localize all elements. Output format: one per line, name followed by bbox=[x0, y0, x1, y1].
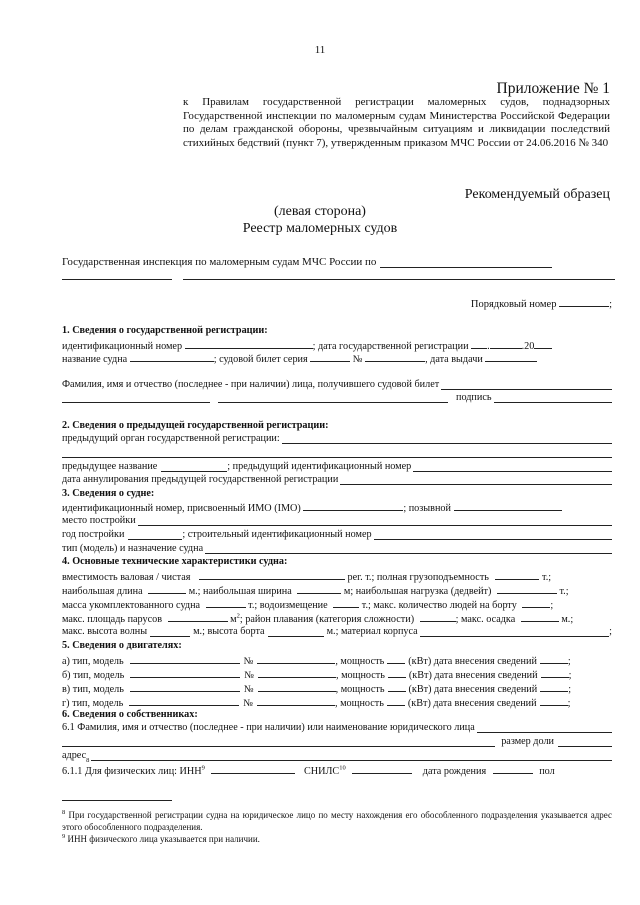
owner-field-2[interactable] bbox=[62, 737, 495, 747]
engine-label: а) тип, модель bbox=[62, 656, 124, 667]
s5-heading: 5. Сведения о двигателях: bbox=[62, 640, 182, 651]
inspection-continuation bbox=[62, 270, 612, 283]
inn-field[interactable] bbox=[211, 764, 295, 774]
reg-month-field[interactable] bbox=[490, 339, 522, 349]
year-prefix: .20 bbox=[521, 341, 535, 352]
registry-title: Реестр маломерных судов bbox=[242, 221, 398, 236]
s2-org-row bbox=[62, 433, 612, 444]
s2-name-row bbox=[62, 461, 612, 472]
sail-label: макс. площадь парусов bbox=[62, 614, 163, 625]
cancel-date-field[interactable] bbox=[340, 475, 612, 485]
footnote-9 bbox=[62, 834, 612, 846]
prev-org-field-2[interactable] bbox=[62, 448, 612, 458]
address-field[interactable] bbox=[91, 751, 612, 761]
capacity-field[interactable] bbox=[495, 570, 539, 580]
year-built-field[interactable] bbox=[128, 530, 182, 540]
inspection-field[interactable] bbox=[380, 258, 552, 268]
mass-label: масса укомплектованного судна bbox=[62, 600, 201, 611]
engine-number-field[interactable] bbox=[258, 682, 336, 692]
draft-label: ; макс. осадка bbox=[455, 614, 516, 625]
engine-power-field[interactable] bbox=[387, 654, 405, 664]
s3-place-row bbox=[62, 515, 612, 526]
engine-power-label: , мощность bbox=[334, 698, 384, 709]
engine-model-field[interactable] bbox=[130, 668, 240, 678]
engine-date-field[interactable] bbox=[540, 696, 568, 706]
fio-label: Фамилия, имя и отчество (последнее - при наличии) лица, получившего судовой билет bbox=[62, 379, 440, 390]
engine-row: г) тип, модель № , мощность (кВт) дата внесения сведений ; bbox=[62, 698, 571, 709]
engine-power-field[interactable] bbox=[388, 682, 406, 692]
deadweight-label: м; наибольшая нагрузка (дедвейт) bbox=[343, 586, 492, 597]
material-field[interactable] bbox=[420, 627, 609, 637]
s3-imo-row bbox=[62, 501, 612, 514]
signature-label: подпись bbox=[456, 392, 492, 403]
reg-t-label: рег. т.; полная грузоподъемность bbox=[347, 572, 489, 583]
place-label: место постройки bbox=[62, 515, 136, 526]
engine-no-label: № bbox=[243, 698, 253, 709]
sail-field[interactable] bbox=[168, 612, 228, 622]
prev-name-label: предыдущее название bbox=[62, 461, 158, 472]
length-field[interactable] bbox=[148, 584, 186, 594]
s2-heading: 2. Сведения о предыдущей государственной регистрации: bbox=[62, 420, 329, 431]
vessel-name-label: название судна bbox=[62, 354, 128, 365]
build-id-label: ; строительный идентификационный номер bbox=[182, 529, 372, 540]
prev-id-label: ; предыдущий идентификационный номер bbox=[227, 461, 412, 472]
fio-field-3[interactable] bbox=[218, 393, 448, 403]
engine-no-label: № bbox=[243, 684, 254, 695]
gross-field[interactable] bbox=[199, 570, 345, 580]
s2-org-row-2 bbox=[62, 448, 612, 458]
width-label: м.; наибольшая ширина bbox=[188, 586, 292, 597]
phys-label: 6.1.1 Для физических лиц: ИНН bbox=[62, 766, 202, 777]
engine-row: а) тип, модель № , мощность (кВт) дата внесения сведений ; bbox=[62, 656, 571, 667]
prev-id-field[interactable] bbox=[413, 462, 612, 472]
s6-address-row: адрес 8 bbox=[62, 750, 612, 761]
birth-field[interactable] bbox=[493, 764, 533, 774]
prev-name-field[interactable] bbox=[161, 462, 227, 472]
s4-wave-row bbox=[62, 626, 612, 637]
prev-org-label: предыдущий орган государственной регистрации: bbox=[62, 433, 280, 444]
footnote-8-text: При государственной регистрации судна на юридическое лицо по месту нахождения его обособленного подразделения указывается адрес этого обособленного подразделения. bbox=[62, 810, 613, 832]
year-built-label: год постройки bbox=[62, 529, 125, 540]
vessel-name-field[interactable] bbox=[130, 352, 214, 362]
sex-label: пол bbox=[539, 766, 555, 777]
inspection-field-2b[interactable] bbox=[183, 270, 615, 280]
s6-phys-row bbox=[62, 764, 612, 777]
deadweight-field[interactable] bbox=[497, 584, 557, 594]
ticket-series-field[interactable] bbox=[310, 352, 350, 362]
board-label: м.; высота борта bbox=[193, 626, 265, 637]
inspection-field-2a[interactable] bbox=[62, 270, 172, 280]
engine-kw-label: (кВт) дата внесения сведений bbox=[408, 656, 537, 667]
engine-number-field[interactable] bbox=[257, 696, 335, 706]
serial-line: Порядковый номер ; bbox=[470, 299, 612, 310]
wave-label: макс. высота волны bbox=[62, 626, 148, 637]
semi-2: ; bbox=[609, 626, 612, 637]
engine-power-field[interactable] bbox=[388, 668, 406, 678]
ticket-number-field[interactable] bbox=[365, 352, 425, 362]
engine-label: в) тип, модель bbox=[62, 684, 124, 695]
s2-cancel-row bbox=[62, 474, 612, 485]
s4-sail-row: макс. площадь парусов $м^2$; район плавания (категория сложности) ; макс. осадка м.; bbox=[62, 612, 574, 625]
m2-label: м bbox=[230, 614, 237, 625]
snils-label: СНИЛС bbox=[303, 766, 340, 777]
engine-date-field[interactable] bbox=[540, 654, 568, 664]
engine-number-field[interactable] bbox=[257, 654, 335, 664]
engine-no-label: № bbox=[243, 656, 254, 667]
side-label: (левая сторона) bbox=[274, 204, 366, 219]
engine-power-label: , мощность bbox=[335, 656, 385, 667]
s6-owner-row bbox=[62, 722, 612, 733]
footnote-divider bbox=[62, 800, 172, 801]
width-field[interactable] bbox=[297, 584, 341, 594]
engine-date-field[interactable] bbox=[541, 668, 569, 678]
build-id-field[interactable] bbox=[374, 530, 612, 540]
inspection-line bbox=[62, 256, 612, 268]
s4-gross-row bbox=[62, 570, 612, 583]
footnote-8 bbox=[62, 810, 612, 833]
gross-label: вместимость валовая / чистая bbox=[62, 572, 191, 583]
semi-1: ; bbox=[550, 600, 554, 611]
engine-power-label: , мощность bbox=[336, 670, 385, 681]
recommended-sample: Рекомендуемый образец bbox=[464, 187, 610, 202]
engine-kw-label: (кВт) дата внесения сведений bbox=[408, 670, 538, 681]
id-field[interactable] bbox=[185, 339, 313, 349]
reg-year-field[interactable] bbox=[534, 339, 552, 349]
reg-date-label: ; дата государственной регистрации bbox=[312, 341, 469, 352]
imo-field[interactable] bbox=[303, 501, 403, 511]
birth-label: дата рождения bbox=[422, 766, 487, 777]
engine-row: в) тип, модель № , мощность (кВт) дата внесения сведений ; bbox=[62, 684, 572, 695]
footnote-8-number: 8 bbox=[62, 809, 66, 816]
inn-footnote-ref: 9 bbox=[201, 764, 205, 772]
area-label: ; район плавания (категория сложности) bbox=[239, 614, 415, 625]
prev-org-field[interactable] bbox=[282, 434, 612, 444]
t-label: т.; bbox=[542, 572, 552, 583]
engine-power-field[interactable] bbox=[387, 696, 405, 706]
owner-field[interactable] bbox=[477, 723, 612, 733]
share-field[interactable] bbox=[558, 737, 612, 747]
s1-heading: 1. Сведения о государственной регистрации: bbox=[62, 325, 268, 336]
snils-field[interactable] bbox=[352, 764, 412, 774]
footnote-9-number: 9 bbox=[62, 833, 66, 840]
address-label: адрес bbox=[62, 750, 87, 761]
engine-model-field[interactable] bbox=[130, 682, 240, 692]
place-field[interactable] bbox=[138, 516, 612, 526]
engine-label: г) тип, модель bbox=[62, 698, 124, 709]
draft-field[interactable] bbox=[521, 612, 559, 622]
board-field[interactable] bbox=[268, 627, 324, 637]
length-label: наибольшая длина bbox=[62, 586, 143, 597]
s1-fio-row bbox=[62, 379, 612, 390]
page-number: 11 bbox=[314, 44, 326, 56]
material-label: м.; материал корпуса bbox=[326, 626, 418, 637]
no-label: № bbox=[352, 354, 363, 365]
engine-model-field[interactable] bbox=[129, 696, 239, 706]
m-end-label: м.; bbox=[561, 614, 574, 625]
s1-id-row: идентификационный номер ; дата государственной регистрации . .20 bbox=[62, 339, 612, 352]
type-label: тип (модель) и назначение судна bbox=[62, 543, 204, 554]
s3-heading: 3. Сведения о судне: bbox=[62, 488, 155, 499]
engine-kw-label: (кВт) дата внесения сведений bbox=[408, 684, 538, 695]
max-people-field[interactable] bbox=[522, 598, 550, 608]
mass-field[interactable] bbox=[206, 598, 246, 608]
s3-type-row bbox=[62, 543, 612, 554]
inspection-label: Государственная инспекция по маломерным судам МЧС России по bbox=[62, 256, 377, 268]
displacement-field[interactable] bbox=[333, 598, 359, 608]
max-people-label: т.; макс. количество людей на борту bbox=[361, 600, 517, 611]
s4-length-row bbox=[62, 584, 612, 597]
fio-field-2[interactable] bbox=[62, 393, 210, 403]
engine-kw-label: (кВт) дата внесения сведений bbox=[407, 698, 537, 709]
signature-field[interactable] bbox=[494, 393, 612, 403]
s4-mass-row bbox=[62, 598, 612, 611]
id-label: идентификационный номер bbox=[62, 341, 183, 352]
s4-heading: 4. Основные технические характеристики судна: bbox=[62, 556, 288, 567]
s6-share-row bbox=[62, 736, 612, 747]
s3-year-row bbox=[62, 529, 612, 540]
type-field[interactable] bbox=[205, 544, 612, 554]
imo-label: идентификационный номер, присвоенный ИМО (IMO) bbox=[62, 503, 301, 514]
engine-number-field[interactable] bbox=[258, 668, 336, 678]
preamble: к Правилам государственной регистрации маломерных судов, поднадзорных Государственной инспекции по маломерным судам Министерства Российской Федерации по делам гражданской обороны, чрезвычайным ситуациям и ликвидации последствий стихийных бедствий (пункт 7), утвержденным приказом МЧС России от 24.06.2016 № 340 bbox=[183, 96, 610, 150]
displacement-label: т.; водоизмещение bbox=[248, 600, 328, 611]
serial-label: Порядковый номер bbox=[470, 299, 557, 310]
footnote-9-text: ИНН физического лица указывается при наличии. bbox=[67, 834, 260, 844]
appendix-title: Приложение № 1 bbox=[496, 80, 610, 97]
s1-signature-row bbox=[62, 392, 612, 403]
ticket-label: ; судовой билет серия bbox=[213, 354, 308, 365]
callsign-label: ; позывной bbox=[403, 503, 451, 514]
s6-heading: 6. Сведения о собственниках: bbox=[62, 709, 198, 720]
engine-no-label: № bbox=[244, 670, 254, 681]
engine-label: б) тип, модель bbox=[62, 670, 125, 681]
s1-name-row bbox=[62, 352, 612, 365]
wave-field[interactable] bbox=[150, 627, 190, 637]
fio-field[interactable] bbox=[441, 380, 612, 390]
callsign-field[interactable] bbox=[454, 501, 562, 511]
snils-footnote-ref: 10 bbox=[339, 764, 346, 772]
engine-row: б) тип, модель № , мощность (кВт) дата внесения сведений ; bbox=[62, 670, 572, 681]
serial-field[interactable] bbox=[559, 297, 609, 307]
cancel-date-label: дата аннулирования предыдущей государственной регистрации bbox=[62, 474, 339, 485]
owner-label: 6.1 Фамилия, имя и отчество (последнее - при наличии) или наименование юридического лица bbox=[62, 722, 475, 733]
engine-power-label: , мощность bbox=[335, 684, 385, 695]
reg-day-field[interactable] bbox=[471, 339, 487, 349]
issue-date-field[interactable] bbox=[485, 352, 537, 362]
issue-date-label: , дата выдачи bbox=[425, 354, 483, 365]
engine-date-field[interactable] bbox=[540, 682, 568, 692]
area-field[interactable] bbox=[420, 612, 456, 622]
t-label-2: т.; bbox=[559, 586, 569, 597]
share-label: размер доли bbox=[501, 736, 554, 747]
engine-model-field[interactable] bbox=[130, 654, 240, 664]
